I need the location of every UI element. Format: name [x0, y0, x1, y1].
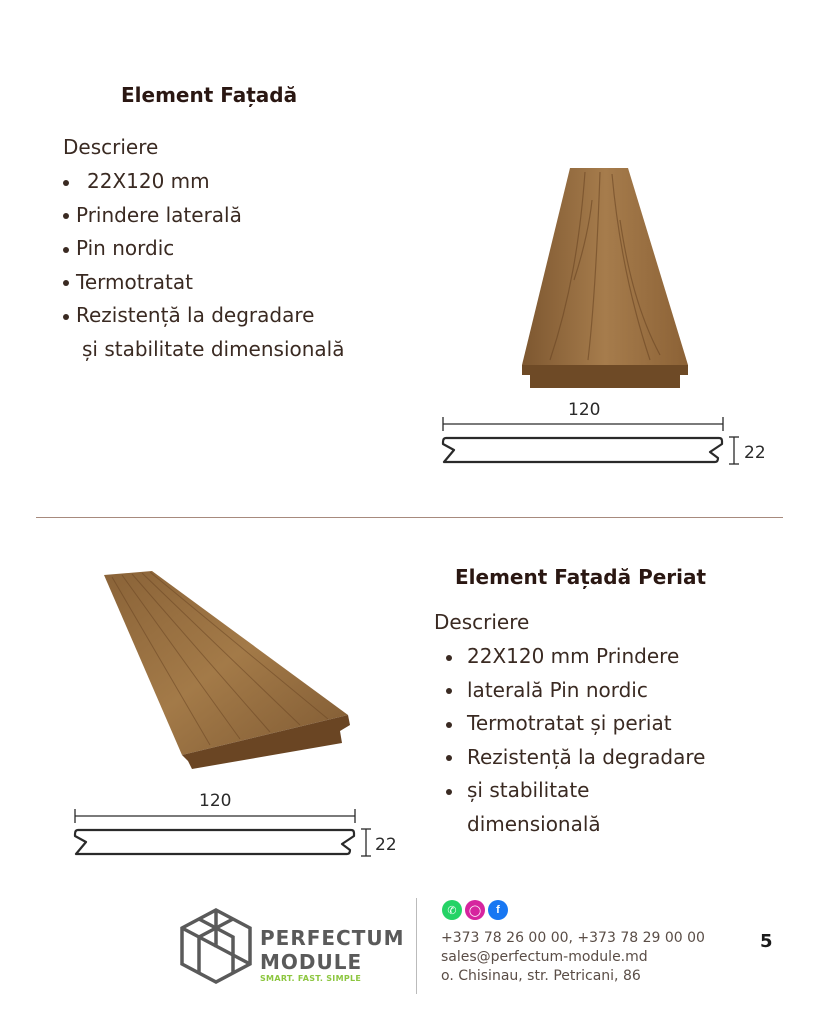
list-item: Rezistență la degradare: [63, 299, 345, 333]
brand-name: [260, 926, 405, 974]
brand-tagline: SMART. FAST. SIMPLE: [260, 974, 362, 983]
profile-height-label: 22: [744, 443, 766, 463]
section1-description-heading: Descriere: [63, 135, 159, 159]
brand-line1: PERFECTUM: [260, 926, 405, 950]
contact-email[interactable]: sales@perfectum-module.md: [441, 949, 648, 965]
wood-board-image: [500, 160, 710, 395]
list-item: și stabilitate: [446, 774, 705, 808]
list-item: laterală Pin nordic: [446, 674, 705, 708]
brand-line2: MODULE: [260, 950, 363, 974]
list-item: dimensională: [467, 811, 601, 836]
list-item: 22X120 mm Prindere: [446, 640, 705, 674]
list-item: Termotratat: [63, 266, 345, 300]
profile-height-label: 22: [375, 835, 397, 855]
footer-divider: [416, 898, 417, 994]
instagram-icon[interactable]: ◯: [465, 900, 485, 920]
profile-width-label: 120: [568, 400, 601, 420]
page-number: 5: [760, 931, 773, 952]
list-item: și stabilitate dimensională: [82, 336, 345, 361]
section1-bullet-list: [63, 165, 345, 366]
contact-phones: +373 78 26 00 00, +373 78 29 00 00: [441, 930, 705, 946]
list-item: 22X120 mm: [63, 165, 345, 199]
list-item: Pin nordic: [63, 232, 345, 266]
social-icons: [442, 900, 511, 920]
perfectum-logo-icon: [178, 906, 254, 986]
section1-title: Element Fațadă: [121, 83, 298, 107]
section-divider: [36, 517, 783, 518]
profile-width-label: 120: [199, 791, 232, 811]
contact-address: o. Chisinau, str. Petricani, 86: [441, 968, 641, 984]
section2-bullet-list: [446, 640, 705, 841]
list-item: Termotratat și periat: [446, 707, 705, 741]
section2-title: Element Fațadă Periat: [455, 565, 707, 589]
section2-description-heading: Descriere: [434, 610, 530, 634]
list-item: Prindere laterală: [63, 199, 345, 233]
profile-drawing: [72, 804, 382, 864]
whatsapp-icon[interactable]: ✆: [442, 900, 462, 920]
wood-board-image: [100, 565, 360, 775]
list-item: Rezistență la degradare: [446, 741, 705, 775]
facebook-icon[interactable]: f: [488, 900, 508, 920]
profile-drawing: [440, 412, 740, 472]
